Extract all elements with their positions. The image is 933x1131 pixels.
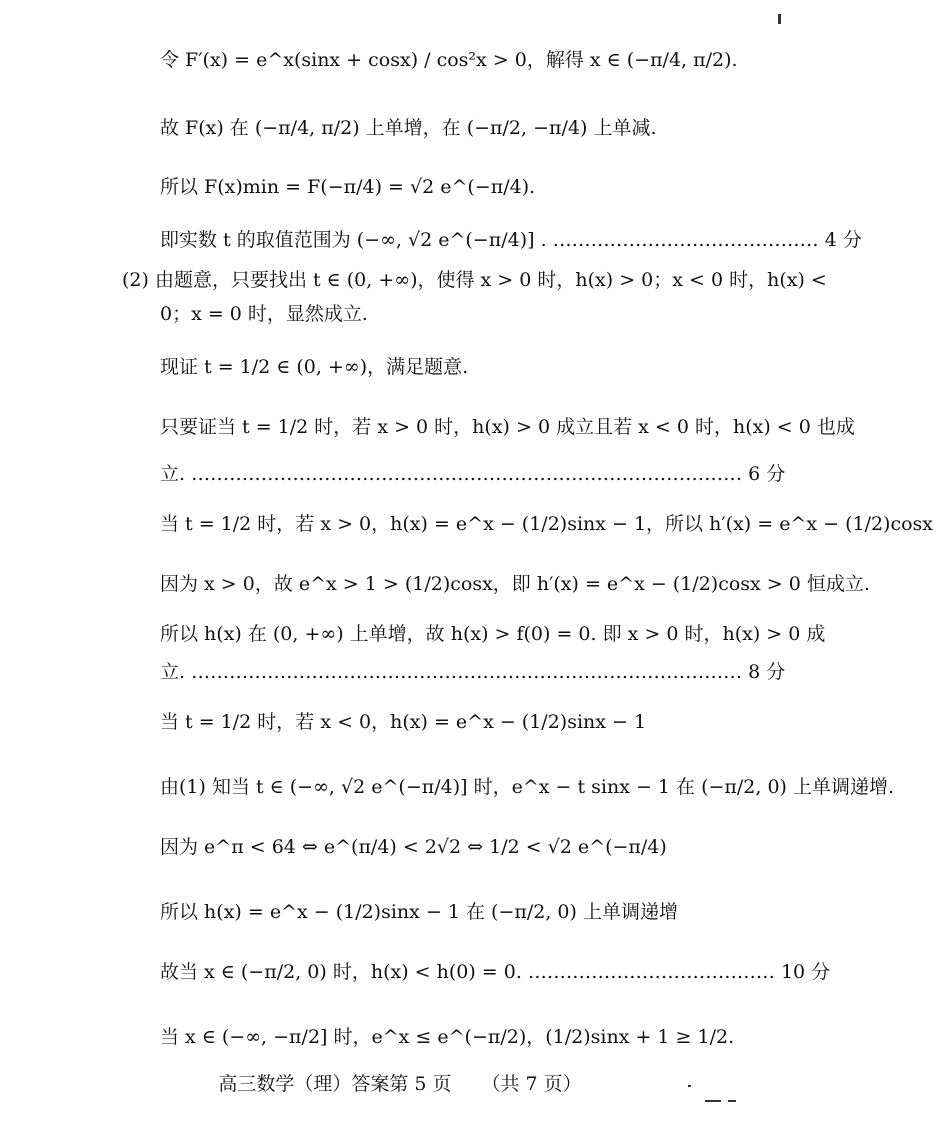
scan-mark: [688, 1085, 691, 1087]
text-line: (2) 由题意，只要找出 t ∈ (0, +∞)，使得 x > 0 时，h(x) > 0；x < 0 时，h(x) <: [122, 269, 827, 291]
text-line: 因为 e^π < 64 ⇔ e^(π/4) < 2√2 ⇔ 1/2 < √2 e^(−π/4): [160, 836, 667, 858]
text-line: 现证 t = 1/2 ∈ (0, +∞)，满足题意.: [160, 356, 469, 378]
footer-total-pages: （共 7 页）: [481, 1073, 582, 1095]
text-line: 当 t = 1/2 时，若 x < 0，h(x) = e^x − (1/2)sinx − 1: [160, 711, 647, 733]
text-line: 故 F(x) 在 (−π/4, π/2) 上单增，在 (−π/2, −π/4) 上单减.: [160, 117, 657, 139]
scan-mark: [728, 1100, 736, 1102]
text-line: 立. …………………………………………………………………………… 6 分: [160, 463, 786, 485]
text-line: 令 F′(x) = e^x(sinx + cosx) / cos²x > 0，解得 x ∈ (−π/4, π/2).: [160, 49, 738, 71]
text-line: 当 x ∈ (−∞, −π/2] 时，e^x ≤ e^(−π/2)，(1/2)sinx + 1 ≥ 1/2.: [160, 1026, 735, 1048]
text-line: 因为 x > 0，故 e^x > 1 > (1/2)cosx，即 h′(x) = e^x − (1/2)cosx > 0 恒成立.: [160, 573, 870, 595]
text-line: 只要证当 t = 1/2 时，若 x > 0 时，h(x) > 0 成立且若 x < 0 时，h(x) < 0 也成: [160, 416, 855, 438]
scan-mark: [705, 1100, 721, 1102]
text-line: 由(1) 知当 t ∈ (−∞, √2 e^(−π/4)] 时，e^x − t sinx − 1 在 (−π/2, 0) 上单调递增.: [160, 776, 895, 798]
text-line: 0；x = 0 时，显然成立.: [160, 303, 368, 325]
text-line: 立. …………………………………………………………………………… 8 分: [160, 661, 786, 683]
footer-page-label: 高三数学（理）答案第 5 页: [218, 1073, 452, 1095]
text-line: 当 t = 1/2 时，若 x > 0，h(x) = e^x − (1/2)sinx − 1，所以 h′(x) = e^x − (1/2)cosx: [160, 513, 933, 535]
scan-mark: [778, 14, 781, 24]
text-line: 所以 h(x) = e^x − (1/2)sinx − 1 在 (−π/2, 0) 上单调递增: [160, 901, 678, 923]
page-footer: [0, 1072, 800, 1096]
text-line: 所以 F(x)min = F(−π/4) = √2 e^(−π/4).: [160, 176, 536, 198]
text-line: 即实数 t 的取值范围为 (−∞, √2 e^(−π/4)] . …………………………………… 4 分: [160, 229, 862, 251]
text-line: 所以 h(x) 在 (0, +∞) 上单增，故 h(x) > f(0) = 0. 即 x > 0 时，h(x) > 0 成: [160, 623, 826, 645]
text-line: 故当 x ∈ (−π/2, 0) 时，h(x) < h(0) = 0. ………………………………… 10 分: [160, 961, 831, 983]
